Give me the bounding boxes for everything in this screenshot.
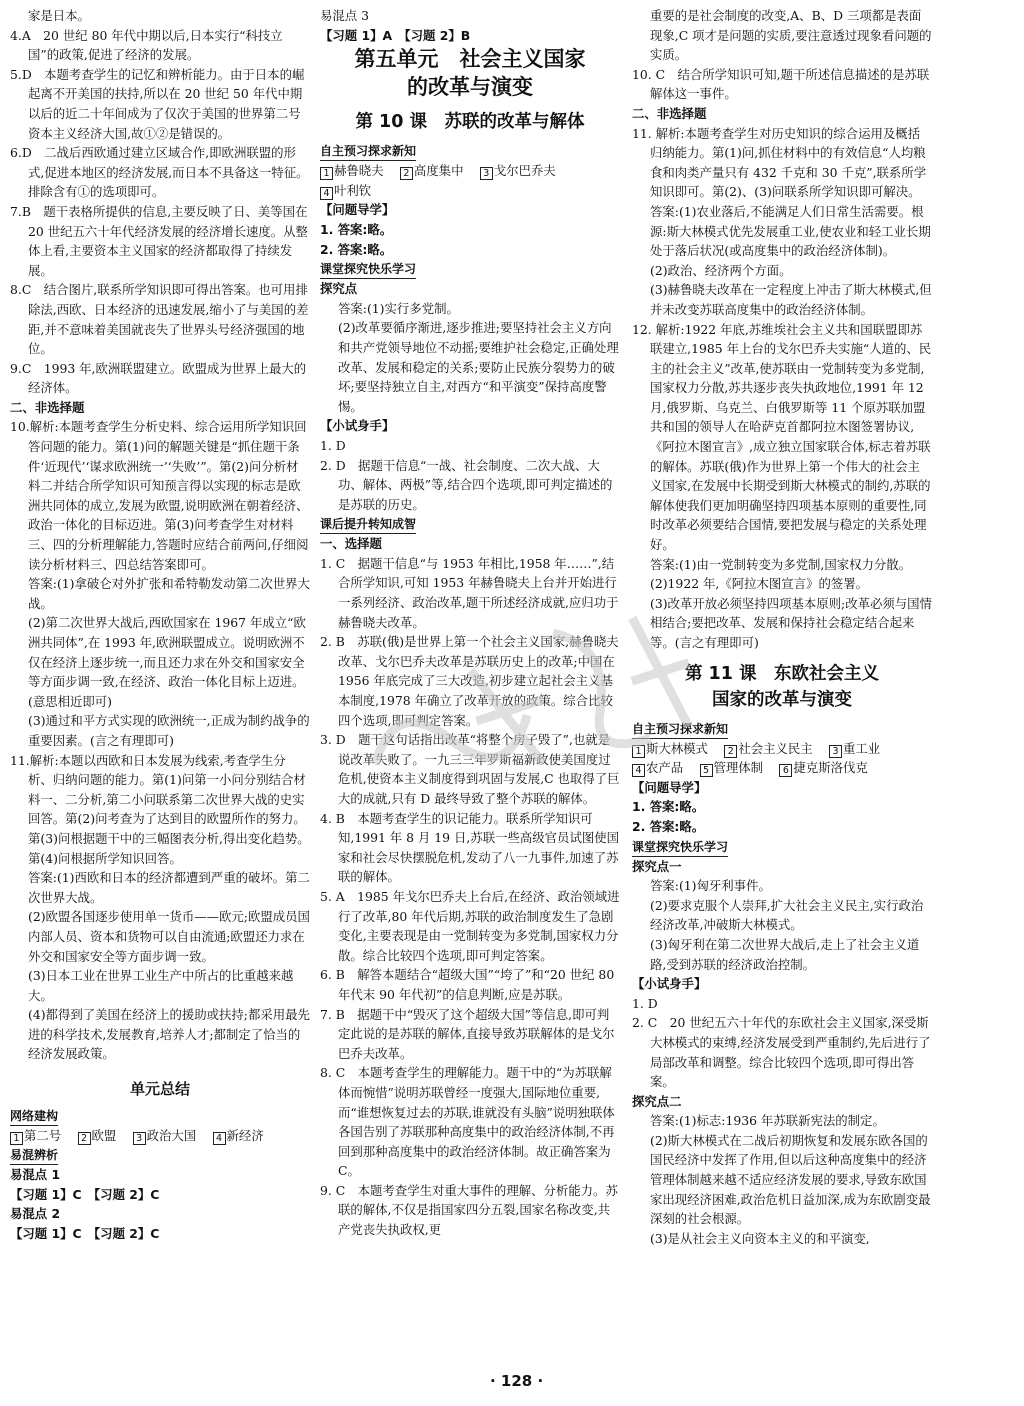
l11-explore1-answers	[632, 876, 932, 974]
confusion-point-2: 易混点 2	[10, 1206, 61, 1222]
l11-class-label: 课堂探究快乐学习	[632, 839, 728, 857]
answer-line: (3)日本工业在世界工业生产中所占的比重越来越大。	[28, 968, 294, 1003]
l11-preview-label: 自主预习探求新知	[632, 721, 728, 739]
answer-line: (2)政治、经济两个方面。	[650, 262, 792, 278]
answer-line: 2. C 20 世纪五六十年代的东欧社会主义国家,深受斯大林模式的束缚,经济发展受到严重制约,先后进行了局部改革和调整。综合比较四个选项,即可得出答案。	[632, 1015, 931, 1090]
l10-explore-label: 探究点	[320, 281, 358, 297]
l11-preview-items-2: 4 农产品 5 管理体制 6 捷克斯洛伐克	[632, 758, 932, 778]
answer-line: 8. C 本题考查学生的理解能力。题干中的“为苏联解体而惋惜”说明苏联曾经一度强大,国际地位重要,而“谁想恢复过去的苏联,谁就没有头脑”说明独联体各国告别了苏联那种高度集中的政治经济体制,不再回到那种高度集中的政治经济体制。故正确答案为 C。	[320, 1065, 615, 1179]
answer-line: 9. C 本题考查学生对重大事件的理解、分析能力。苏联的解体,不仅是指国家四分五裂,国家名称改变,共产党丧失执政权,更	[320, 1182, 618, 1238]
l10-mc-answers	[320, 554, 620, 1240]
answer-line: 1. D	[632, 995, 658, 1011]
answer-line: 答案:(1)实行多党制。	[338, 300, 459, 316]
answer-line: 答案:(1)匈牙利事件。	[650, 878, 771, 894]
lesson-11-title: 第 11 课 东欧社会主义 国家的改革与演变	[684, 663, 880, 710]
answer-line: 1. D	[320, 437, 346, 453]
answer-line: 12. 解析:1922 年底,苏维埃社会主义共和国联盟即苏联建立,1985 年上台的戈尔巴乔夫实施“人道的、民主的社会主义”改革,使苏联由一党制转变为多党制,国家权力分散,苏共逐步丧失执政地位,1991 年 12 月,俄罗斯、乌克兰、白俄罗斯等 11 个原苏联加盟共和国的领导人在哈萨克首都阿拉木图签署协议,《阿拉木图宣言》,成立独立国家联合体,标志着苏联的解体。苏联(俄)作为世界上第一个伟大的社会主义国家,在发展中长期受到斯大林模式的制约,苏联的解体使我们更加明确坚持四项基本原则的重要性,同时改革必须要结合国情,要把发展与稳定的关系处理好。	[632, 321, 932, 553]
l10-preview-items: 1 赫鲁晓夫 2 高度集中 3 戈尔巴乔夫	[320, 161, 620, 181]
answer-list-3	[632, 6, 932, 653]
answer-line: 重要的是社会制度的改变,A、B、D 三项都是表面现象,C 项才是问题的实质,要注意透过现象看问题的实质。	[650, 8, 932, 63]
answer-line: 易混点 3	[320, 8, 369, 23]
column-middle	[320, 6, 620, 1240]
answer-line: 答案:(1)农业落后,不能满足人们日常生活需要。根源:斯大林模式优先发展重工业,使农业和轻工业长期处于落后状况(或高度集中的政治经济体制)。	[650, 203, 931, 259]
unit-summary-title: 单元总结	[129, 1080, 190, 1099]
l10-guide-2: 2. 答案:略。	[320, 241, 393, 257]
answer-line: 答案:(1)西欧和日本的经济都遭到严重的破坏。第二次世界大战。	[28, 870, 310, 905]
answer-line: 9.C 1993 年,欧洲联盟建立。欧盟成为世界上最大的经济体。	[10, 360, 307, 396]
lesson-10-title: 第 10 课 苏联的改革与解体	[355, 112, 585, 133]
answer-line: (2)欧盟各国逐步使用单一货币——欧元;欧盟成员国内部人员、资本和货物可以自由流通;欧盟还力求在外交和国家安全等方面步调一致。	[28, 909, 310, 964]
l11-explore2-answers	[632, 1111, 932, 1248]
answer-line: 7.B 题干表格所提供的信息,主要反映了日、美等国在 20 世纪五六十年代经济发展的经济增长速度。从整体上看,主要资本主义国家的经济都取得了持续发展。	[10, 203, 308, 278]
answer-line: (2)斯大林模式在二战后初期恢复和发展东欧各国的国民经济中发挥了作用,但以后这种高度集中的经济管理体制越来越不适应经济发展的要求,导致东欧国家出现经济困难,政治危机日益加深,成为东欧剧变最深刻的社会根源。	[650, 1132, 931, 1227]
answer-line: 家是日本。	[28, 8, 90, 23]
l10-preview-label: 自主预习探求新知	[320, 143, 416, 161]
answer-line: 2. B 苏联(俄)是世界上第一个社会主义国家,赫鲁晓夫改革、戈尔巴乔夫改革是苏联历史上的改革;中国在 1956 年底完成了三大改造,初步建立起社会主义基本制度,1978 年确立了改革开放的政策。综合比较四个选项,即可判定答案。	[320, 634, 619, 728]
answer-line: (3)改革开放必须坚持四项基本原则;改革必须与国情相结合;要把改革、发展和保持社会稳定结合起来等。(言之有理即可)	[650, 595, 932, 650]
answer-list-1	[10, 6, 310, 1064]
answer-line: 8.C 结合图片,联系所学知识即可得出答案。也可用排除法,西欧、日本经济的迅速发展,缩小了与美国的差距,并不意味着美国就丧失了世界头号经济强国的地位。	[10, 282, 309, 357]
answer-line: (3)是从社会主义向资本主义的和平演变,	[650, 1230, 870, 1246]
answer-line: 答案:(1)拿破仑对外扩张和希特勒发动第二次世界大战。	[28, 576, 310, 611]
answer-line: 4. B 本题考查学生的识记能力。联系所学知识可知,1991 年 8 月 19 日,苏联一些高级官员试图使国家和社会尽快摆脱危机,发动了八一九事件,加速了苏联的解体。	[320, 810, 620, 885]
answer-line: 答案:(1)由一党制转变为多党制,国家权力分散。	[650, 556, 912, 572]
l10-preview-items-2: 4 叶利钦	[320, 181, 620, 201]
confusion-point-1: 易混点 1	[10, 1167, 61, 1183]
answer-line: 10.解析:本题考查学生分析史料、综合运用所学知识回答问题的能力。第(1)问的解题关键是“抓住题干条件‘近现代’‘谋求欧洲统一’‘失败’”。第(2)问分析材料二并结合所学知识可知预言得以实现的标志是欧洲共同体的成立,发展为欧盟,说明欧洲在朝着经济、政治一体化的目标迈进。第(3)问考查学生对材料三、四的分析理解能力,答题时应结合前两问,仔细阅读分析材料三、四总结答案即可。	[10, 419, 309, 572]
l11-guide-1: 1. 答案:略。	[632, 799, 705, 815]
l11-preview-items: 1 斯大林模式 2 社会主义民主 3 重工业	[632, 739, 932, 759]
answer-line: 5. A 1985 年戈尔巴乔夫上台后,在经济、政治领域进行了改革,80 年代后期,苏联的政治制度发生了急剧变化,主要表现是由一党制转变为多党制,国家权力分散。综合比较四个选项,即可判定答案。	[320, 888, 620, 963]
answer-line: (2)1922 年,《阿拉木图宣言》的签署。	[650, 576, 869, 592]
l11-test-answers	[632, 994, 932, 1092]
answer-line: 1. C 据题干信息“与 1953 年相比,1958 年……”,结合所学知识,可知 1953 年赫鲁晓夫上台并开始进行一系列经济、政治改革,题干所述经济成就,应归功于赫鲁晓夫改革。	[320, 555, 619, 630]
l10-after-label: 课后提升转知成智	[320, 516, 416, 534]
answer-line: 二、非选择题	[632, 105, 707, 121]
answer-line: (2)要求克服个人崇拜,扩大社会主义民主,实行政治经济改革,冲破斯大林模式。	[650, 897, 924, 933]
answer-line: 11. 解析:本题考查学生对历史知识的综合运用及概括归纳能力。第(1)问,抓住材料中的有效信息“人均粮食和肉类产量只有 432 千克和 30 千克”,联系所学知识即可。第(2)、(3)问联系所学知识即可解决。	[632, 125, 927, 200]
l10-guide-label: 【问题导学】	[320, 202, 395, 218]
answer-line: 6. B 解答本题结合“超级大国”“垮了”和“20 世纪 80 年代末 90 年代初”的信息判断,应是苏联。	[320, 967, 615, 1002]
l10-mc-label: 一、选择题	[320, 536, 382, 552]
network-label: 网络建构	[10, 1108, 58, 1126]
answer-line: 3. D 题干这句话指出改革“将整个房子毁了”,也就是说改革失败了。一九三三年罗斯福新政使美国度过危机,使资本主义制度得到巩固与发展,C 也取得了巨大的成就,只有 D 最终导致了整个苏联的解体。	[320, 732, 620, 806]
page-number: · 128 ·	[490, 1372, 544, 1390]
answer-line: 11.解析:本题以西欧和日本发展为线索,考查学生分析、归纳问题的能力。第(1)问第一小问分别结合材料一、二分析,第二小问联系第二次世界大战的史实回答。第(2)问考查为了达到目的欧盟所作的努力。第(3)问根据题干中的三幅图表分析,得出变化趋势。第(4)问根据所学知识回答。	[10, 752, 310, 866]
confusion-point-3	[320, 6, 620, 45]
answer-line: 7. B 据题干中“毁灭了这个超级大国”等信息,即可判定此说的是苏联的解体,直接导致苏联解体的是戈尔巴乔夫改革。	[320, 1006, 615, 1061]
column-right	[632, 6, 932, 1248]
answer-line: (2)第二次世界大战后,西欧国家在 1967 年成立“欧洲共同体”,在 1993 年,欧洲联盟成立。说明欧洲不仅在经济上逐步统一,而且还力求在外交和国家安全等方面步调一致,在经济、政治一体化目标上迈进。(意思相近即可)	[28, 615, 306, 709]
l11-explore1-label: 探究点一	[632, 858, 682, 874]
answer-line: (3)通过和平方式实现的欧洲统一,正成为制约战争的重要因素。(言之有理即可)	[28, 713, 310, 748]
answer-line: 【习题 1】A 【习题 2】B	[320, 27, 471, 43]
l10-test-label: 【小试身手】	[320, 418, 395, 434]
answer-line: (3)匈牙利在第二次世界大战后,走上了社会主义道路,受到苏联的经济政治控制。	[650, 936, 920, 972]
answer-line: (4)都得到了美国在经济上的援助或扶持;都采用最先进的科学技术,发展教育,培养人才;都制定了恰当的经济发展政策。	[28, 1007, 310, 1062]
l11-guide-label: 【问题导学】	[632, 779, 707, 795]
answer-line: 2. D 据题干信息“一战、社会制度、二次大战、大功、解体、两极”等,结合四个选项,即可判定描述的是苏联的历史。	[320, 457, 613, 512]
unit-title: 第五单元 社会主义国家 的改革与演变	[354, 47, 586, 100]
answer-line: (3)赫鲁晓夫改革在一定程度上冲击了斯大林模式,但并未改变苏联高度集中的政治经济体制。	[650, 282, 932, 317]
answer-line: 答案:(1)标志:1936 年苏联新宪法的制定。	[650, 1113, 885, 1129]
answer-line: 10. C 结合所学知识可知,题干所述信息描述的是苏联解体这一事件。	[632, 66, 930, 102]
confusion-answer-2: 【习题 1】C 【习题 2】C	[10, 1226, 160, 1242]
l10-class-label: 课堂探究快乐学习	[320, 261, 416, 279]
network-items: 1 第二号 2 欧盟 3 政治大国 4 新经济	[10, 1126, 310, 1146]
l10-guide-1: 1. 答案:略。	[320, 221, 393, 237]
answer-line: 5.D 本题考查学生的记忆和辨析能力。由于日本的崛起离不开美国的扶持,所以在 20 世纪 50 年代中期以后的近二十年间成为了仅次于美国的世界第二号资本主义经济大国,故①②是错误的。	[10, 66, 305, 141]
confusion-label: 易混辨析	[10, 1147, 58, 1165]
l10-explore-answers	[320, 299, 620, 417]
answer-line: 二、非选择题	[10, 399, 85, 415]
l11-test-label: 【小试身手】	[632, 976, 707, 992]
answer-line: 6.D 二战后西欧通过建立区域合作,即欧洲联盟的形式,促进本地区的经济发展,而日本不具备这一特征。排除含有①的选项即可。	[10, 145, 309, 200]
column-left	[10, 6, 310, 1244]
l10-test-answers	[320, 436, 620, 514]
answer-line: 4.A 20 世纪 80 年代中期以后,日本实行“科技立国”的政策,促进了经济的发展。	[10, 27, 283, 63]
answer-line: (2)改革要循序渐进,逐步推进;要坚持社会主义方向和共产党领导地位不动摇;要维护社会稳定,正确处理改革、发展和稳定的关系;要防止民族分裂势力的破坏;要坚持独立自主,对西方“和平演变”保持高度警惕。	[338, 320, 619, 414]
confusion-answer-1: 【习题 1】C 【习题 2】C	[10, 1186, 160, 1202]
l11-guide-2: 2. 答案:略。	[632, 818, 705, 834]
l11-explore2-label: 探究点二	[632, 1093, 682, 1109]
